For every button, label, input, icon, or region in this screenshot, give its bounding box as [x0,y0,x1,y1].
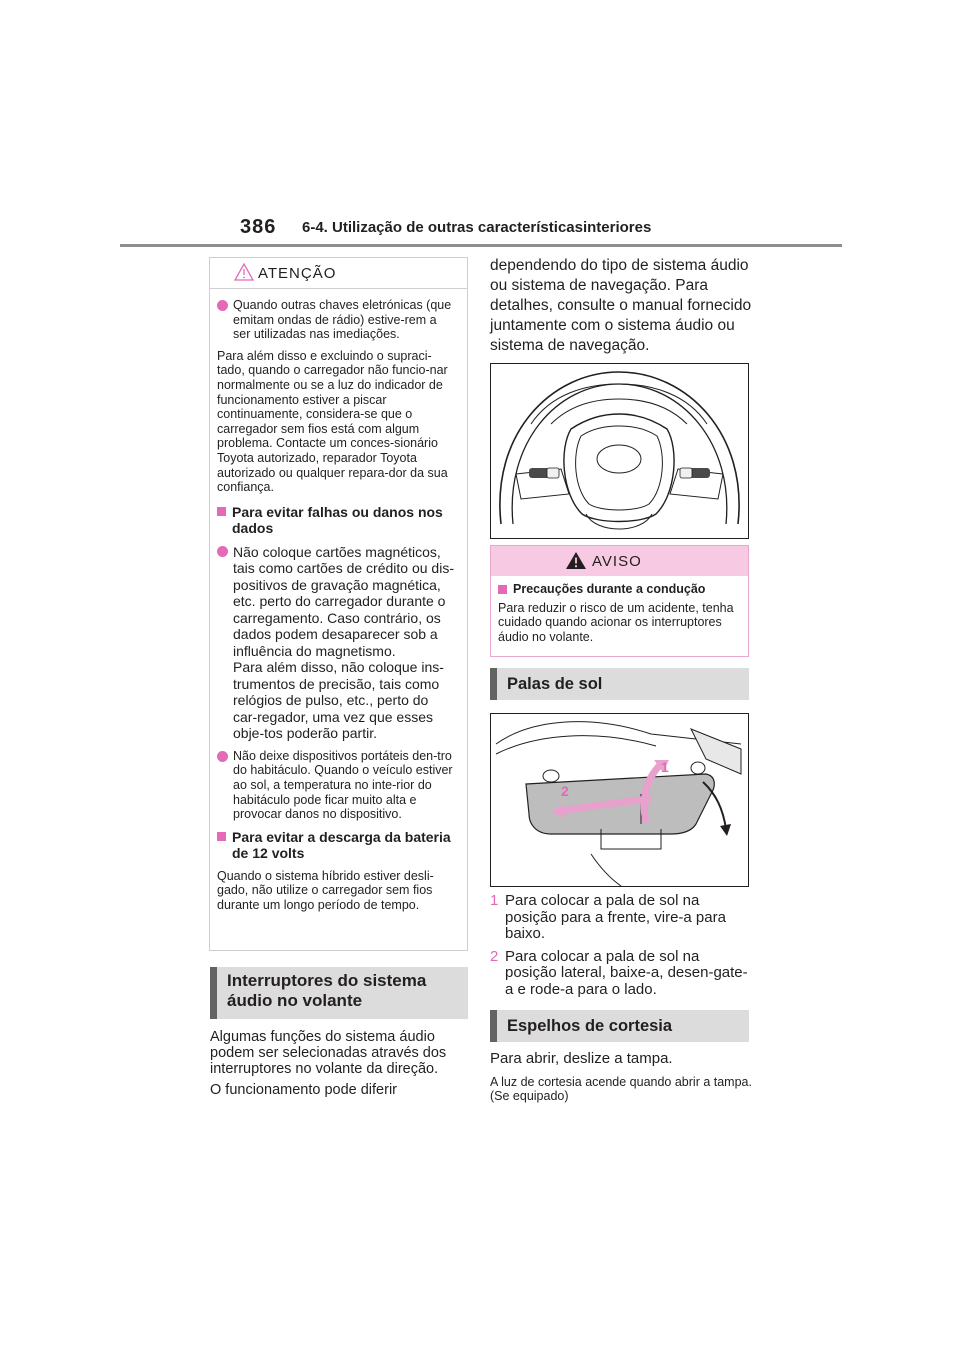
bullet-dot-icon [217,546,228,557]
step-text: Para colocar a pala de sol na posição para a frente, vire-a para baixo. [505,892,726,942]
caution-bullet-text: Não coloque cartões magnéticos, tais como cartões de crédito ou dis-positivos de gravação magnética, etc. perto do carregador durante o carregamento. Caso contrário, os dados podem desaparecer sob a influência do magnetismo. [233,543,454,659]
section-title: 6-4. Utilização de outras característicasinteriores [302,219,652,236]
vanity-mirrors-heading: Espelhos de cortesia [490,1010,749,1042]
audio-paragraph: O funcionamento pode diferir [210,1082,397,1098]
caution-bullet [217,544,455,742]
bullet-square-icon [217,507,226,516]
step-number: 1 [490,892,499,909]
caution-bullet-text: Para além disso, não coloque ins-trumentos de precisão, tais como relógios de pulso, etc., perto do car-regador, uma vez que esses obje-tos poderão partir. [233,659,444,742]
caution-box [209,257,468,951]
aviso-subhead: Precauções durante a condução [498,582,740,597]
bullet-square-icon [498,585,507,594]
steering-wheel-illustration [490,363,749,539]
warning-triangle-outline-icon [234,263,254,281]
caution-subhead: Para evitar falhas ou danos nos dados [217,504,455,537]
aviso-box [490,545,749,657]
aviso-header [491,546,748,576]
sun-visor-icon [491,714,748,886]
header-rule [120,244,842,247]
step-item [490,893,752,943]
audio-switches-heading: Interruptores do sistema áudio no volante [210,967,468,1019]
step-text: Para colocar a pala de sol na posição lateral, baixe-a, desen-gate-a e rode-a para o lado. [505,947,748,998]
step-number: 2 [490,947,499,965]
aviso-title: AVISO [592,553,642,570]
sun-visors-heading: Palas de sol [490,668,749,700]
caution-bullet-text: Não deixe dispositivos portáteis den-tro do habitáculo. Quando o veículo estiver ao sol, a temperatura no inte-rior do habitáculo pode ficar muito alta e provocar danos no dispositivo. [233,748,453,822]
audio-paragraph: Algumas funções do sistema áudio podem ser selecionadas através dos interruptores no volante da direção. [210,1029,447,1077]
caution-body [210,289,467,912]
caution-paragraph: Quando o sistema híbrido estiver desli-gado, não utilize o carregador sem fios durante um longo período de tempo. [217,868,434,912]
audio-switches-text [210,1029,472,1098]
caution-paragraph: Para além disso e excluindo o supraci-tado, quando o carregador não funcio-nar normalmente ou se a luz do indicador de funcionamento estiver a piscar continuamente, considera-se que o carregador sem fios está com algum problema. Contacte um conces-sionário Toyota autorizado, reparador Toyota autorizado ou qualquer repara-dor da sua confiança. [217,348,448,495]
bullet-dot-icon [217,300,228,311]
caution-bullet-text: Quando outras chaves eletrónicas (que emitam ondas de rádio) estive-rem a ser utilizadas nas imediações. [233,298,452,342]
step-item [490,949,752,999]
caution-header [210,258,467,289]
audio-continued-text: dependendo do tipo de sistema áudio ou sistema de navegação. Para detalhes, consulte o manual fornecido juntamente com o sistema áudio ou sistema de navegação. [490,257,752,354]
visor-label-1: 1 [661,759,669,775]
visor-label-2: 2 [561,783,569,799]
page-number: 386 [240,216,277,238]
bullet-square-icon [217,832,226,841]
sun-visor-illustration [490,713,749,887]
bullet-dot-icon [217,751,228,762]
warning-triangle-filled-icon [565,551,587,570]
caution-subhead: Para evitar a descarga da bateria de 12 volts [217,829,455,862]
aviso-body [491,576,748,644]
aviso-text: Para reduzir o risco de um acidente, tenha cuidado quando acionar os interruptores áudio no volante. [498,600,734,644]
caution-bullet [217,298,455,342]
caution-bullet [217,749,455,822]
caution-title: ATENÇÃO [258,265,337,282]
mirrors-note: A luz de cortesia acende quando abrir a tampa. (Se equipado) [490,1075,752,1103]
mirrors-paragraph: Para abrir, deslize a tampa. [490,1050,673,1067]
sun-visor-steps [490,893,752,1004]
steering-wheel-icon [491,364,748,538]
